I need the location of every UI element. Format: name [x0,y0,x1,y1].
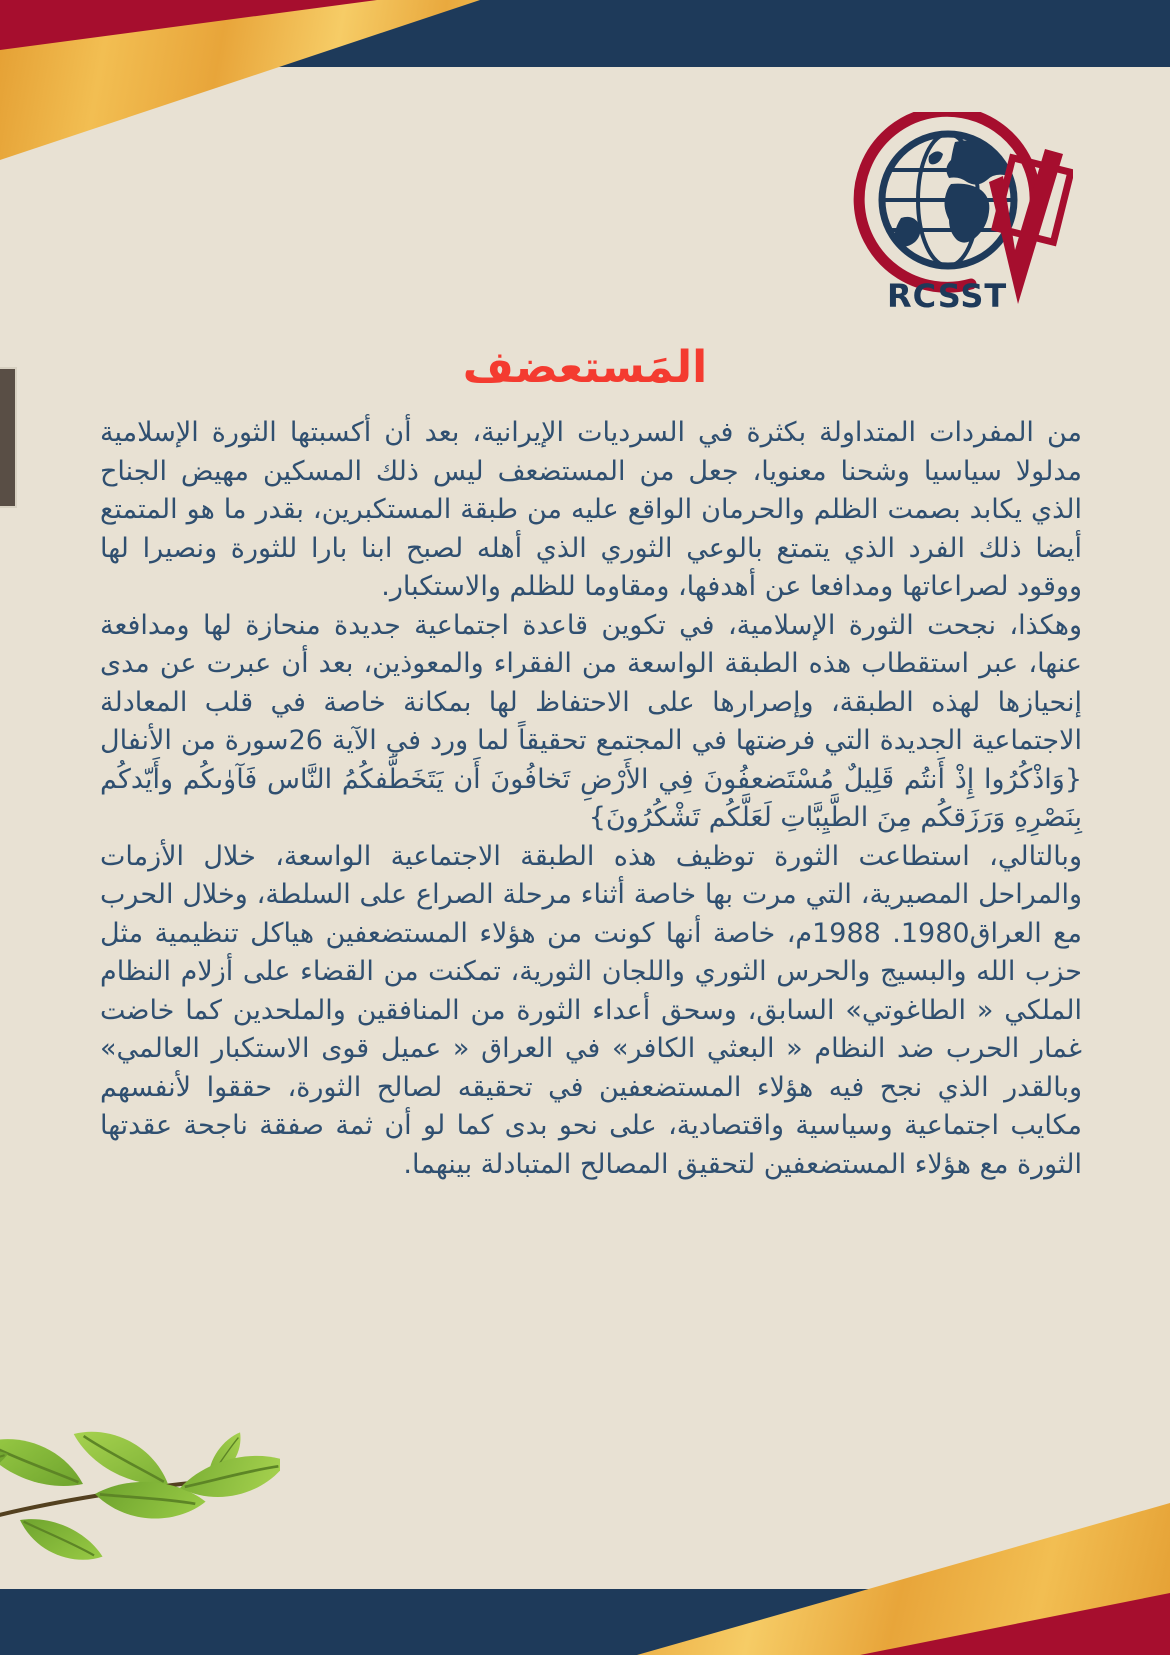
article-body [100,414,1082,1184]
logo-text: RCSST [887,277,1008,315]
page-title: المَستعضف [462,342,708,393]
paragraph: من المفردات المتداولة بكثرة في السرديات الإيرانية، بعد أن أكسبتها الثورة الإسلامية مدلولا سياسيا وشحنا معنويا، جعل من المستضعف ليس ذلك المسكين مهيض الجناح الذي يكابد بصمت الظلم والحرمان الواقع عليه من طبقة المستكبرين، بقدر ما هو المتمتع أيضا ذلك الفرد الذي يتمتع بالوعي الثوري الذي أهله لصبح ابنا بارا للثورة ونصيرا لها ووقود لصراعاتها ومدافعا عن أهدفها، ومقاوما للظلم والاستكبار. [100,417,1082,602]
paragraph: وبالتالي، استطاعت الثورة توظيف هذه الطبقة الاجتماعية الواسعة، خلال الأزمات والمراحل المصيرية، التي مرت بها خاصة أثناء مرحلة الصراع على السلطة، وخلال الحرب مع العراق1980. 1988م، خاصة أنها كونت من هؤلاء المستضعفين هياكل تنظيمية مثل حزب الله والبسيج والحرس الثوري واللجان الثورية، تمكنت من القضاء على أزلام النظام الملكي « الطاغوتي» السابق، وسحق أعداء الثورة من المنافقين والملحدين كما خاضت غمار الحرب ضد النظام « البعثي الكافر» في العراق « عميل قوى الاستكبار العالمي» وبالقدر الذي نجح فيه هؤلاء المستضعفين في تحقيقه لصالح الثورة، حققوا لأنفسهم مكايب اجتماعية وسياسية واقتصادية، على نحو بدى كما لو أن ثمة صفقة ناجحة عقدتها الثورة مع هؤلاء المستضعفين لتحقيق المصالح المتبادلة بينهما. [100,840,1082,1180]
paragraph: وهكذا، نجحت الثورة الإسلامية، في تكوين قاعدة اجتماعية جديدة منحازة لها ومدافعة عنها، عبر استقطاب هذه الطبقة الواسعة من الفقراء والمعوذين، بعد أن عبرت عن مدى إنحيازها لهذه الطبقة، وإصرارها على الاحتفاظ لها بمكانة خاصة في قلب المعادلة الاجتماعية الجديدة التي فرضتها في المجتمع تحقيقاً لما ورد في الآية 26سورة من الأنفال {وَاذْكُرُوا إِذْ أَنتُم قَلِيلٌ مُسْتَضعفُونَ فِي الأَرْضِ تَخافُونَ أَن يَتَخَطَّفكُمُ النَّاس فَآوٰىكُم وأَيّدكُم بِنَصْرِهِ وَرَزَقكُم مِنَ الطَّيِبَّاتِ لَعَلَّكُم تَشْكُرُونَ} [100,609,1082,833]
rcsst-logo [843,112,1073,317]
leaf-branch-image [0,1392,280,1592]
